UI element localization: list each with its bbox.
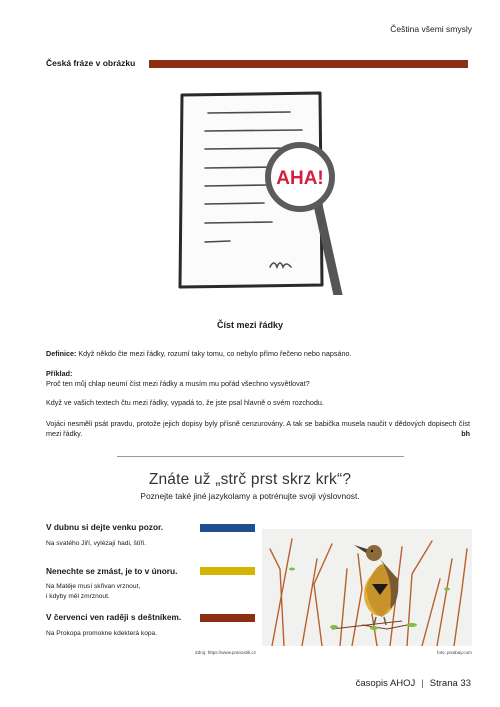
- example-label: Příklad:: [46, 369, 73, 378]
- source-credit: Zdroj: https://www.pranostik.cz: [195, 650, 257, 655]
- magazine-name: časopis AHOJ: [355, 678, 416, 689]
- author-initials: bh: [461, 429, 470, 438]
- tongue-twister-title: V dubnu si dejte venku pozor.: [46, 522, 164, 532]
- definition-text: Když někdo čte mezi řádky, rozumí taky tomu, co nebylo přímo řečeno nebo napsáno.: [78, 349, 352, 358]
- tongue-twister-title: V červenci ven raději s deštníkem.: [46, 612, 182, 622]
- example-sentence-two: [46, 419, 470, 439]
- example-sentence-two-text: Vojáci nesměli psát pravdu, protože jejich dopisy byly přísně cenzurovány. A tak se babička musela naučit v dědových dopisech číst mezi řádky.: [46, 419, 470, 438]
- header-title: Čeština všemi smysly: [390, 24, 472, 34]
- tongue-twister-color-bar-yellow: [200, 567, 255, 575]
- tongue-twister-color-bar-blue: [200, 524, 255, 532]
- definition: [46, 349, 470, 359]
- photo-credit: foto: pixabay.com: [437, 650, 472, 655]
- document-magnifier-illustration: [160, 85, 360, 295]
- page-number: 33: [460, 678, 471, 689]
- example: [46, 369, 470, 389]
- tongue-twister-heading: Znáte už „strč prst skrz krk“?: [148, 471, 352, 488]
- divider: [117, 456, 404, 457]
- phrase-caption: Číst mezi řádky: [216, 320, 284, 330]
- page-footer: [356, 678, 471, 689]
- section-accent-bar: [149, 60, 468, 68]
- example-text: Proč ten můj chlap neumí číst mezi řádky a musím mu pořád všechno vysvětlovat?: [46, 379, 310, 388]
- tongue-twister-text: [46, 582, 236, 602]
- magnifier-text: AHA!: [276, 168, 324, 189]
- meadowlark-photo: [262, 529, 472, 646]
- footer-separator: |: [421, 678, 424, 689]
- tongue-twister-line: i kdyby měl zmrznout.: [46, 593, 110, 600]
- section-title: Česká fráze v obrázku: [46, 58, 136, 68]
- tongue-twister-color-bar-red: [200, 614, 255, 622]
- tongue-twister-text: Na Prokopa promokne kdekterá kopa.: [46, 630, 158, 637]
- tongue-twister-title: Nenechte se zmást, je to v únoru.: [46, 566, 178, 576]
- tongue-twister-line: Na Matěje musí skřivan vrznout,: [46, 583, 141, 590]
- definition-label: Definice:: [46, 349, 77, 358]
- example-sentence: Když ve vašich textech čtu mezi řádky, vypadá to, že jste psal hlavně o svém rozchodu.: [46, 398, 324, 407]
- page-label: Strana: [429, 678, 458, 689]
- tongue-twister-subheading: Poznejte také jiné jazykolamy a potrénujte svoji výslovnost.: [140, 491, 360, 501]
- tongue-twister-text: Na svatého Jiří, vylézají hadi, štíři.: [46, 540, 147, 547]
